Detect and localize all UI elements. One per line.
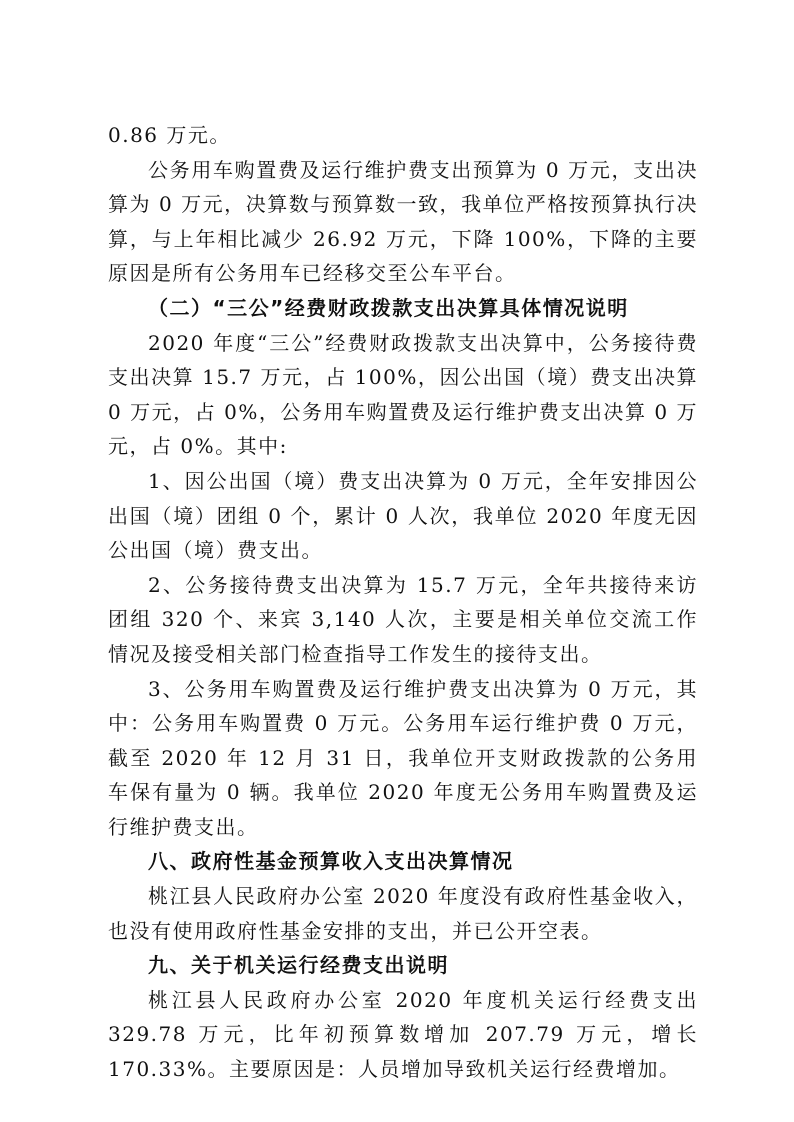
paragraph-continuation: 0.86 万元。 xyxy=(108,123,231,147)
section-heading-sangong-details: （二）“三公”经费财政拨款支出决算具体情况说明 xyxy=(148,295,629,320)
section-heading-operating-expenses: 九、关于机关运行经费支出说明 xyxy=(148,953,449,978)
paragraph-vehicle-budget: 公务用车购置费及运行维护费支出预算为 0 万元，支出决算为 0 万元，决算数与预算数一致，我单位严格按预算执行决算，与上年相比减少 26.92 万元，下降 100%，下降的主要原因是所有公务用车已经移交至公车平台。 xyxy=(108,157,698,286)
paragraph-operating-expenses: 桃江县人民政府办公室 2020 年度机关运行经费支出 329.78 万元，比年初预算数增加 207.79 万元，增长 170.33%。主要原因是：人员增加导致机关运行经费增加。 xyxy=(108,987,698,1082)
paragraph-sangong-summary: 2020 年度“三公”经费财政拨款支出决算中，公务接待费支出决算 15.7 万元，占 100%，因公出国（境）费支出决算 0 万元，占 0%，公务用车购置费及运行维护费支出决算 0 万元，占 0%。其中: xyxy=(108,330,698,459)
document-page xyxy=(108,118,698,1087)
section-heading-government-fund: 八、政府性基金预算收入支出决算情况 xyxy=(148,849,514,874)
paragraph-reception: 2、公务接待费支出决算为 15.7 万元，全年共接待来访团组 320 个、来宾 3,140 人次，主要是相关单位交流工作情况及接受相关部门检查指导工作发生的接待支出。 xyxy=(108,572,698,666)
paragraph-overseas-travel: 1、因公出国（境）费支出决算为 0 万元，全年安排因公出国（境）团组 0 个，累计 0 人次，我单位 2020 年度无因公出国（境）费支出。 xyxy=(108,468,698,563)
paragraph-government-fund: 桃江县人民政府办公室 2020 年度没有政府性基金收入，也没有使用政府性基金安排的支出，并已公开空表。 xyxy=(108,884,698,943)
paragraph-vehicles: 3、公务用车购置费及运行维护费支出决算为 0 万元，其中：公务用车购置费 0 万元。公务用车运行维护费 0 万元，截至 2020 年 12 月 31 日，我单位开支财政拨款的公务用车保有量为 0 辆。我单位 2020 年度无公务用车购置费及运行维护费支出。 xyxy=(108,676,698,839)
